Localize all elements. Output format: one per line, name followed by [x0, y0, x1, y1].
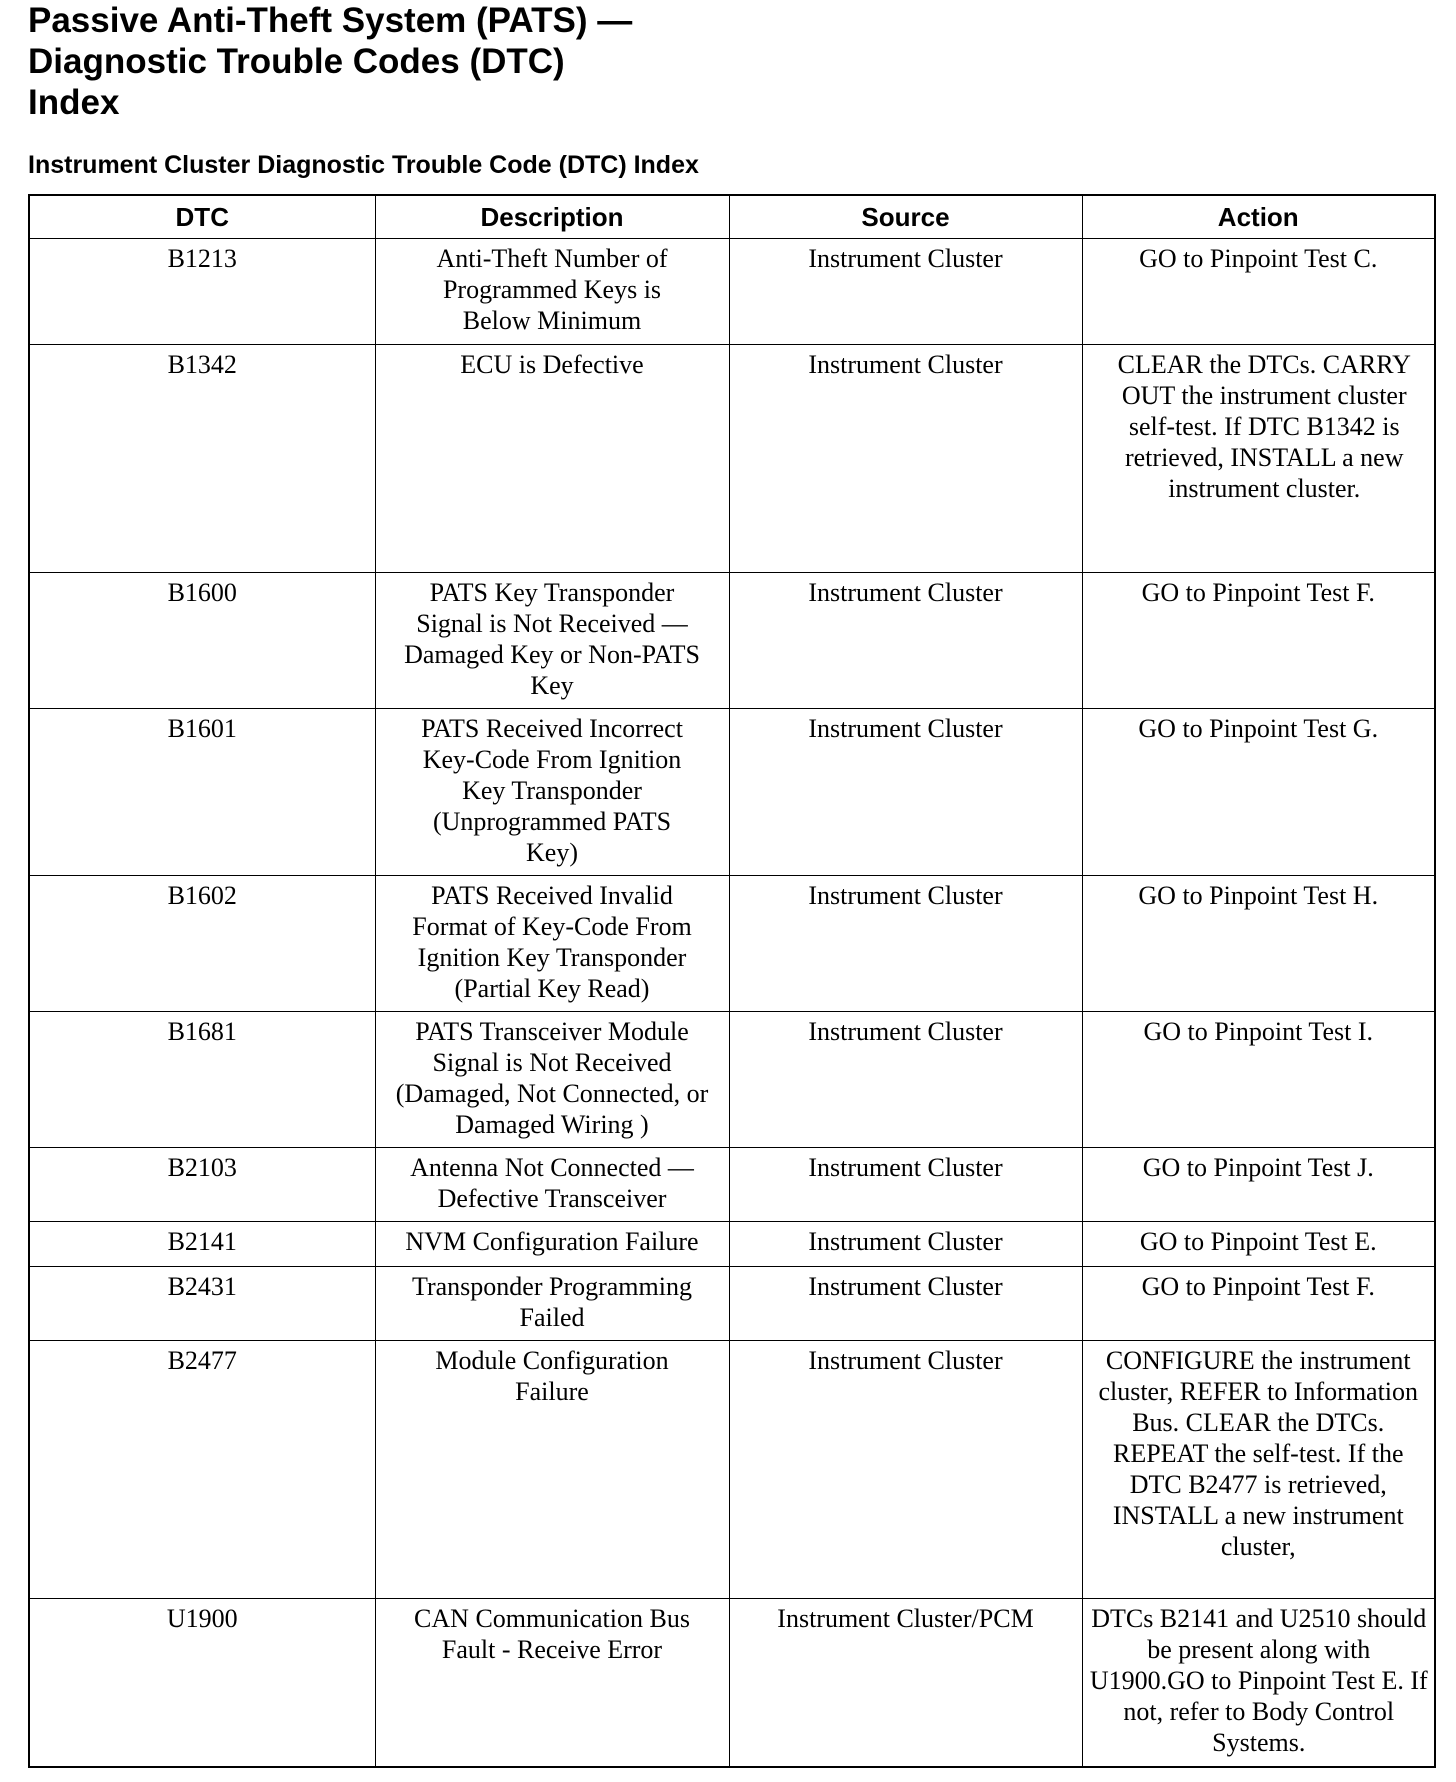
table-row — [29, 239, 1435, 345]
document-page — [28, 0, 1434, 1768]
dtc-index-table — [28, 194, 1436, 1768]
page-title-line-3: Index — [28, 83, 120, 122]
cell-source: Instrument Cluster — [729, 239, 1082, 345]
cell-source: Instrument Cluster — [729, 345, 1082, 573]
cell-description: Module Configuration Failure — [375, 1341, 729, 1599]
cell-dtc: B1213 — [29, 239, 375, 345]
cell-description: NVM Configuration Failure — [375, 1222, 729, 1267]
cell-action: GO to Pinpoint Test F. — [1082, 1267, 1435, 1341]
table-row — [29, 1267, 1435, 1341]
cell-action: DTCs B2141 and U2510 should be present along with U1900.GO to Pinpoint Test E. If not, refer to Body Control Systems. — [1082, 1599, 1435, 1767]
table-row — [29, 1222, 1435, 1267]
cell-description: CAN Communication Bus Fault - Receive Error — [375, 1599, 729, 1767]
cell-action: GO to Pinpoint Test F. — [1082, 573, 1435, 709]
cell-dtc: B1602 — [29, 876, 375, 1012]
cell-action: GO to Pinpoint Test I. — [1082, 1012, 1435, 1148]
header-action: Action — [1082, 195, 1435, 239]
cell-description: Antenna Not Connected — Defective Transceiver — [375, 1148, 729, 1222]
page-title-line-2: Diagnostic Trouble Codes (DTC) — [28, 42, 565, 81]
header-source: Source — [729, 195, 1082, 239]
cell-action: CLEAR the DTCs. CARRY OUT the instrument cluster self-test. If DTC B1342 is retrieved, INSTALL a new instrument cluster. — [1082, 345, 1435, 573]
cell-dtc: B1342 — [29, 345, 375, 573]
table-row — [29, 1599, 1435, 1767]
cell-description: PATS Key Transponder Signal is Not Received — Damaged Key or Non-PATS Key — [375, 573, 729, 709]
header-description: Description — [375, 195, 729, 239]
cell-action: GO to Pinpoint Test C. — [1082, 239, 1435, 345]
cell-dtc: B1601 — [29, 709, 375, 876]
cell-source: Instrument Cluster — [729, 1148, 1082, 1222]
table-row — [29, 876, 1435, 1012]
cell-dtc: B1600 — [29, 573, 375, 709]
cell-dtc: B2103 — [29, 1148, 375, 1222]
cell-source: Instrument Cluster — [729, 573, 1082, 709]
cell-source: Instrument Cluster — [729, 1267, 1082, 1341]
cell-dtc: B2477 — [29, 1341, 375, 1599]
cell-action: GO to Pinpoint Test H. — [1082, 876, 1435, 1012]
cell-dtc: B2141 — [29, 1222, 375, 1267]
cell-description: Anti-Theft Number of Programmed Keys is Below Minimum — [375, 239, 729, 345]
cell-action: CONFIGURE the instrument cluster, REFER to Information Bus. CLEAR the DTCs. REPEAT the self-test. If the DTC B2477 is retrieved, INSTALL a new instrument cluster, — [1082, 1341, 1435, 1599]
cell-description: Transponder Programming Failed — [375, 1267, 729, 1341]
cell-dtc: B2431 — [29, 1267, 375, 1341]
table-row — [29, 1148, 1435, 1222]
cell-action: GO to Pinpoint Test E. — [1082, 1222, 1435, 1267]
cell-description: PATS Received Invalid Format of Key-Code From Ignition Key Transponder (Partial Key Read) — [375, 876, 729, 1012]
table-caption: Instrument Cluster Diagnostic Trouble Code (DTC) Index — [28, 151, 699, 179]
header-dtc: DTC — [29, 195, 375, 239]
table-row — [29, 709, 1435, 876]
cell-source: Instrument Cluster — [729, 1012, 1082, 1148]
cell-action: GO to Pinpoint Test G. — [1082, 709, 1435, 876]
cell-dtc: B1681 — [29, 1012, 375, 1148]
page-title-line-1: Passive Anti-Theft System (PATS) — — [28, 1, 633, 40]
table-header-row — [29, 195, 1435, 239]
cell-action: GO to Pinpoint Test J. — [1082, 1148, 1435, 1222]
table-row — [29, 573, 1435, 709]
table-row — [29, 1012, 1435, 1148]
cell-description: PATS Transceiver Module Signal is Not Received (Damaged, Not Connected, or Damaged Wiring ) — [375, 1012, 729, 1148]
table-row — [29, 1341, 1435, 1599]
table-row — [29, 345, 1435, 573]
cell-source: Instrument Cluster — [729, 1222, 1082, 1267]
cell-dtc: U1900 — [29, 1599, 375, 1767]
cell-description: PATS Received Incorrect Key-Code From Ignition Key Transponder (Unprogrammed PATS Key) — [375, 709, 729, 876]
cell-source: Instrument Cluster — [729, 1341, 1082, 1599]
cell-source: Instrument Cluster — [729, 876, 1082, 1012]
cell-source: Instrument Cluster — [729, 709, 1082, 876]
page-title — [28, 0, 1434, 123]
cell-source: Instrument Cluster/PCM — [729, 1599, 1082, 1767]
cell-description: ECU is Defective — [375, 345, 729, 573]
